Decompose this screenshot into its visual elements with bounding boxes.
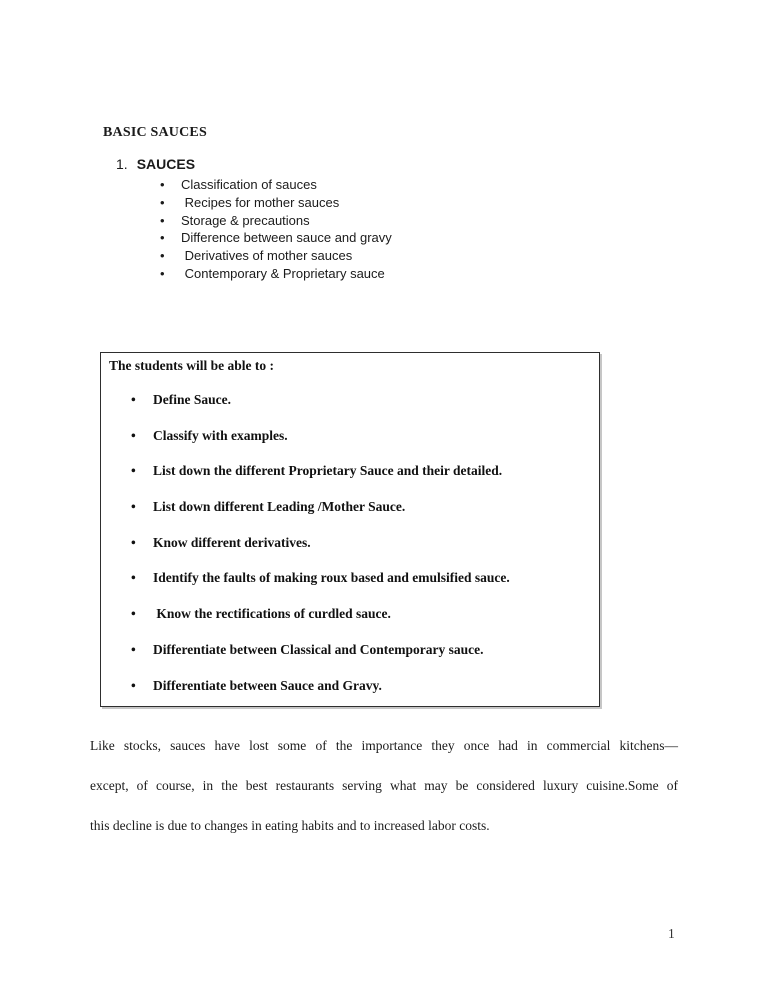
list-item [116, 194, 392, 212]
objective-item [101, 641, 599, 658]
objective-item-text: Differentiate between Sauce and Gravy. [153, 677, 382, 693]
body-paragraph [90, 726, 678, 846]
paragraph-line: Like stocks, sauces have lost some of the importance they once had in commercial kitchens— [90, 738, 678, 753]
bullet-icon: • [131, 499, 136, 515]
paragraph-line: except, of course, in the best restaurants serving what may be considered luxury cuisine.Some of [90, 778, 678, 793]
objectives-box-title: The students will be able to : [109, 358, 275, 373]
topic-outline [116, 156, 392, 283]
objective-item-text: Know different derivatives. [153, 534, 311, 550]
list-item-text: Contemporary & Proprietary sauce [181, 265, 385, 281]
bullet-icon: • [160, 194, 165, 210]
list-item-text: Derivatives of mother sauces [181, 248, 353, 264]
page-number: 1 [668, 926, 675, 941]
list-item [116, 265, 392, 283]
bullet-icon: • [160, 265, 165, 281]
bullet-icon: • [160, 212, 165, 228]
bullet-icon: • [131, 427, 136, 443]
objective-item [101, 498, 599, 515]
bullet-icon: • [131, 606, 136, 622]
list-item [116, 212, 392, 230]
list-item-text: Classification of sauces [181, 177, 317, 192]
objective-item [101, 391, 599, 408]
bullet-icon: • [160, 248, 165, 264]
list-item [116, 229, 392, 247]
outline-title: SAUCES [136, 156, 196, 172]
bullet-icon: • [131, 677, 136, 693]
outline-number: 1. [116, 156, 128, 172]
objective-item [101, 427, 599, 444]
topic-list [116, 176, 392, 283]
bullet-icon: • [131, 392, 136, 407]
objective-item [101, 677, 599, 694]
objective-item-text: Know the rectifications of curdled sauce. [153, 606, 391, 622]
list-item [116, 247, 392, 265]
objective-item-text: Identify the faults of making roux based and emulsified sauce. [153, 570, 510, 586]
objective-item [101, 534, 599, 551]
bullet-icon: • [131, 570, 136, 586]
paragraph-line: this decline is due to changes in eating habits and to increased labor costs. [90, 818, 490, 833]
objective-item-text: Differentiate between Classical and Contemporary sauce. [153, 641, 484, 657]
objective-item-text: Define Sauce. [153, 392, 231, 407]
objectives-list [101, 391, 599, 694]
bullet-icon: • [160, 230, 165, 246]
objective-item [101, 605, 599, 622]
bullet-icon: • [160, 177, 165, 192]
list-item-text: Difference between sauce and gravy [181, 230, 392, 246]
list-item [116, 176, 392, 194]
objectives-box [100, 352, 600, 707]
bullet-icon: • [131, 463, 136, 479]
list-item-text: Recipes for mother sauces [181, 194, 340, 210]
bullet-icon: • [131, 534, 136, 550]
document-title: BASIC SAUCES [103, 125, 207, 140]
objective-item-text: Classify with examples. [153, 427, 288, 443]
objective-item [101, 462, 599, 479]
objective-item-text: List down the different Proprietary Sauce and their detailed. [153, 463, 503, 479]
bullet-icon: • [131, 641, 136, 657]
objective-item-text: List down different Leading /Mother Sauce. [153, 499, 406, 515]
outline-heading [116, 156, 392, 173]
objective-item [101, 569, 599, 586]
list-item-text: Storage & precautions [181, 212, 310, 228]
